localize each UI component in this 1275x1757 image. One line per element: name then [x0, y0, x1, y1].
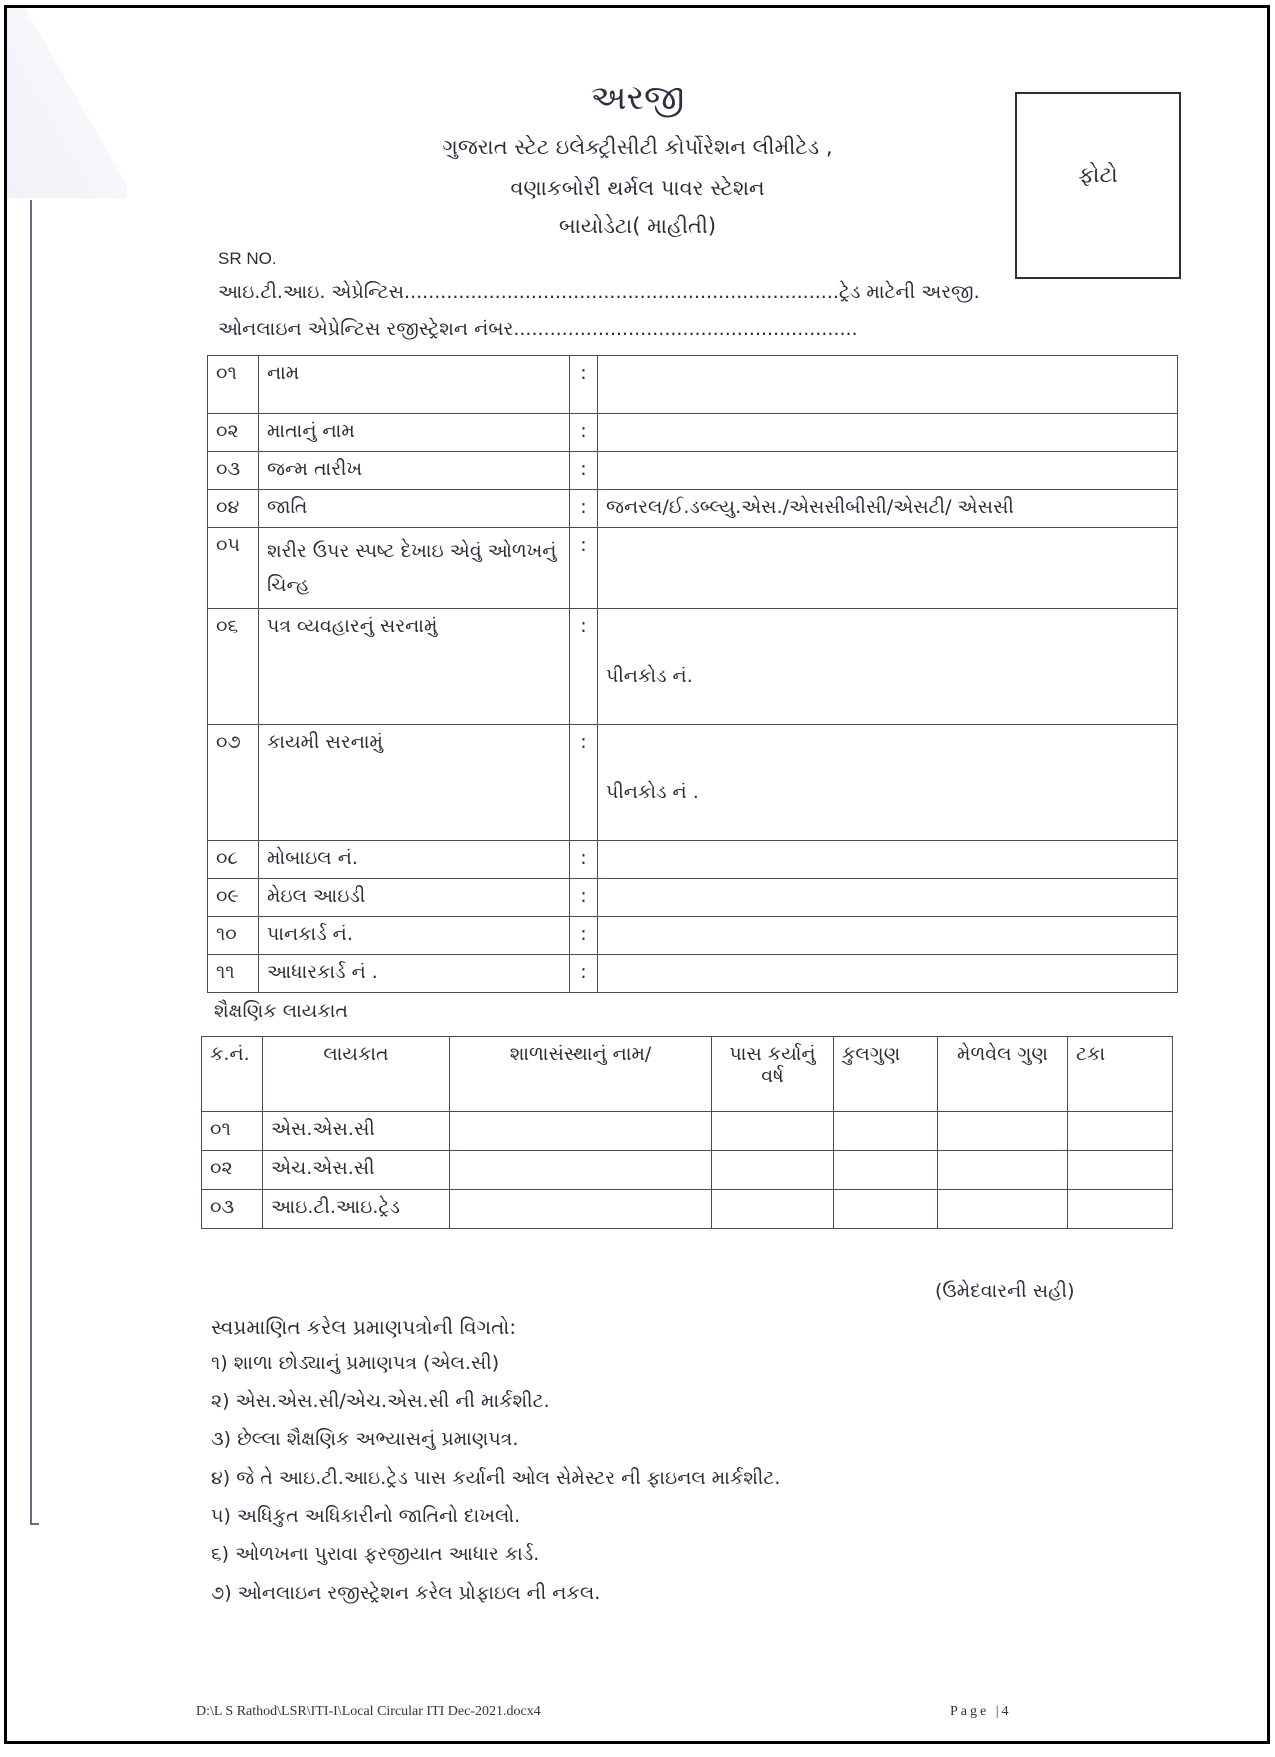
header-obtained-marks: મેળવેલ ગુણ	[938, 1037, 1068, 1112]
document-item: ૧) શાળા છોડ્યાનું પ્રમાણપત્ર (એલ.સી)	[211, 1352, 500, 1374]
table-row	[208, 917, 1178, 955]
form-title: અરજી	[590, 78, 685, 118]
institute-field[interactable]	[450, 1112, 712, 1151]
table-row	[208, 528, 1178, 609]
document-item: ૭) ઓનલાઇન રજીસ્ટ્રેશન કરેલ પ્રોફાઇલ ની નકલ.	[211, 1582, 601, 1604]
total-marks-field[interactable]	[834, 1112, 938, 1151]
caste-field[interactable]: જનરલ/ઈ.ડબ્લ્યુ.એસ./એસસીબીસી/એસટી/ એસસી	[598, 490, 1178, 528]
separator: :	[570, 879, 598, 917]
photo-label: ફોટો	[1078, 163, 1118, 188]
document-item: ૩) છેલ્લા શૈક્ષણિક અભ્યાસનું પ્રમાણપત્ર.	[211, 1428, 519, 1450]
pan-card-field[interactable]	[598, 917, 1178, 955]
qualification: આઇ.ટી.આઇ.ટ્રેડ	[263, 1190, 450, 1229]
trade-application-line: આઇ.ટી.આઇ. એપ્રેન્ટિસ........................................................................ટ્રેડ માટેની અરજી.	[218, 281, 980, 303]
table-row	[202, 1190, 1173, 1229]
sr-no-label: SR NO.	[218, 249, 277, 268]
row-number: ૦૩	[202, 1190, 263, 1229]
row-number: ૦૨	[202, 1151, 263, 1190]
name-field[interactable]	[598, 356, 1178, 414]
correspondence-address-field[interactable]	[598, 609, 1178, 725]
obtained-marks-field[interactable]	[938, 1112, 1068, 1151]
total-marks-field[interactable]	[834, 1190, 938, 1229]
table-row	[202, 1151, 1173, 1190]
table-row	[208, 356, 1178, 414]
table-row	[208, 414, 1178, 452]
document-item: ૪) જે તે આઇ.ટી.આઇ.ટ્રેડ પાસ કર્યાની ઓલ સેમેસ્ટર ની ફાઇનલ માર્કશીટ.	[211, 1467, 781, 1489]
header-total-marks: કુલગુણ	[834, 1037, 938, 1112]
field-label: શરીર ઉપર સ્પષ્ટ દેખાઇ એવું ઓળખનું ચિન્હ	[259, 528, 570, 609]
document-item: ૫) અધિકુત અધિકારીનો જાતિનો દાખલો.	[211, 1505, 521, 1527]
field-label: નામ	[259, 356, 570, 414]
identification-mark-field[interactable]	[598, 528, 1178, 609]
separator: :	[570, 528, 598, 609]
header-serial: ક.નં.	[202, 1037, 263, 1112]
mother-name-field[interactable]	[598, 414, 1178, 452]
registration-number-line: ઓનલાઇન એપ્રેન્ટિસ રજીસ્ટ્રેશન નંબર.........................................................	[218, 318, 858, 340]
aadhaar-card-field[interactable]	[598, 955, 1178, 993]
row-number: ૦૭	[208, 725, 259, 841]
separator: :	[570, 841, 598, 879]
table-row	[202, 1112, 1173, 1151]
candidate-signature-label: (ઉમેદવારની સહી)	[935, 1280, 1075, 1302]
field-label: કાયમી સરનામું	[259, 725, 570, 841]
separator: :	[570, 917, 598, 955]
separator: :	[570, 414, 598, 452]
table-row	[208, 725, 1178, 841]
table-row	[208, 879, 1178, 917]
table-header-row	[202, 1037, 1173, 1112]
separator: :	[570, 490, 598, 528]
row-number: ૦૧	[208, 356, 259, 414]
pass-year-field[interactable]	[712, 1190, 834, 1229]
separator: :	[570, 725, 598, 841]
footer-file-path: D:\L S Rathod\LSR\ITI-I\Local Circular ITI Dec-2021.docx4	[196, 1704, 541, 1719]
pincode-label: પીનકોડ નં .	[606, 781, 699, 803]
field-label: પત્ર વ્યવહારનું સરનામું	[259, 609, 570, 725]
organization-name: ગુજરાત સ્ટેટ ઇલેક્ટ્રીસીટી કોર્પોરેશન લીમીટેડ ,	[442, 135, 833, 159]
percentage-field[interactable]	[1068, 1151, 1173, 1190]
header-qualification: લાયકાત	[263, 1037, 450, 1112]
field-label: જાતિ	[259, 490, 570, 528]
separator: :	[570, 356, 598, 414]
table-row	[208, 490, 1178, 528]
permanent-address-field[interactable]	[598, 725, 1178, 841]
document-item: ૨) એસ.એસ.સી/એચ.એસ.સી ની માર્કશીટ.	[211, 1390, 550, 1412]
field-label: પાનકાર્ડ નં.	[259, 917, 570, 955]
row-number: ૦૨	[208, 414, 259, 452]
row-number: ૧૧	[208, 955, 259, 993]
field-label: આધારકાર્ડ નં .	[259, 955, 570, 993]
margin-line	[30, 200, 32, 1525]
percentage-field[interactable]	[1068, 1190, 1173, 1229]
separator: :	[570, 609, 598, 725]
photo-box	[1015, 92, 1181, 279]
field-label: મોબાઇલ નં.	[259, 841, 570, 879]
documents-title: સ્વપ્રમાણિત કરેલ પ્રમાણપત્રોની વિગતો:	[211, 1315, 517, 1339]
table-row	[208, 955, 1178, 993]
row-number: ૦૧	[202, 1112, 263, 1151]
qualification: એચ.એસ.સી	[263, 1151, 450, 1190]
obtained-marks-field[interactable]	[938, 1151, 1068, 1190]
email-field[interactable]	[598, 879, 1178, 917]
margin-line-foot	[30, 1523, 39, 1525]
pass-year-field[interactable]	[712, 1151, 834, 1190]
row-number: ૧૦	[208, 917, 259, 955]
qualification: એસ.એસ.સી	[263, 1112, 450, 1151]
education-table	[201, 1036, 1173, 1229]
row-number: ૦૬	[208, 609, 259, 725]
header-percentage: ટકા	[1068, 1037, 1173, 1112]
separator: :	[570, 452, 598, 490]
form-subtitle: બાયોડેટા( માહીતી)	[558, 214, 717, 238]
mobile-field[interactable]	[598, 841, 1178, 879]
birth-date-field[interactable]	[598, 452, 1178, 490]
row-number: ૦૩	[208, 452, 259, 490]
row-number: ૦૯	[208, 879, 259, 917]
separator: :	[570, 955, 598, 993]
row-number: ૦૮	[208, 841, 259, 879]
table-row	[208, 609, 1178, 725]
institute-field[interactable]	[450, 1151, 712, 1190]
header-institute: શાળાસંસ્થાનું નામ/	[450, 1037, 712, 1112]
education-section-title: શૈક્ષણિક લાયકાત	[214, 1000, 349, 1022]
row-number: ૦૫	[208, 528, 259, 609]
personal-details-table	[207, 355, 1178, 993]
percentage-field[interactable]	[1068, 1112, 1173, 1151]
field-label: જન્મ તારીખ	[259, 452, 570, 490]
pass-year-field[interactable]	[712, 1112, 834, 1151]
table-row	[208, 841, 1178, 879]
footer-page-number: Page |4	[950, 1704, 1012, 1719]
document-item: ૬) ઓળખના પુરાવા ફરજીયાત આધાર કાર્ડ.	[211, 1543, 540, 1565]
field-label: મેઇલ આઇડી	[259, 879, 570, 917]
row-number: ૦૪	[208, 490, 259, 528]
field-label: માતાનું નામ	[259, 414, 570, 452]
total-marks-field[interactable]	[834, 1151, 938, 1190]
obtained-marks-field[interactable]	[938, 1190, 1068, 1229]
pincode-label: પીનકોડ નં.	[606, 665, 693, 687]
institute-field[interactable]	[450, 1190, 712, 1229]
station-name: વણાકબોરી થર્મલ પાવર સ્ટેશન	[510, 176, 765, 200]
header-pass-year: પાસ કર્યાનું વર્ષ	[712, 1037, 834, 1112]
table-row	[208, 452, 1178, 490]
